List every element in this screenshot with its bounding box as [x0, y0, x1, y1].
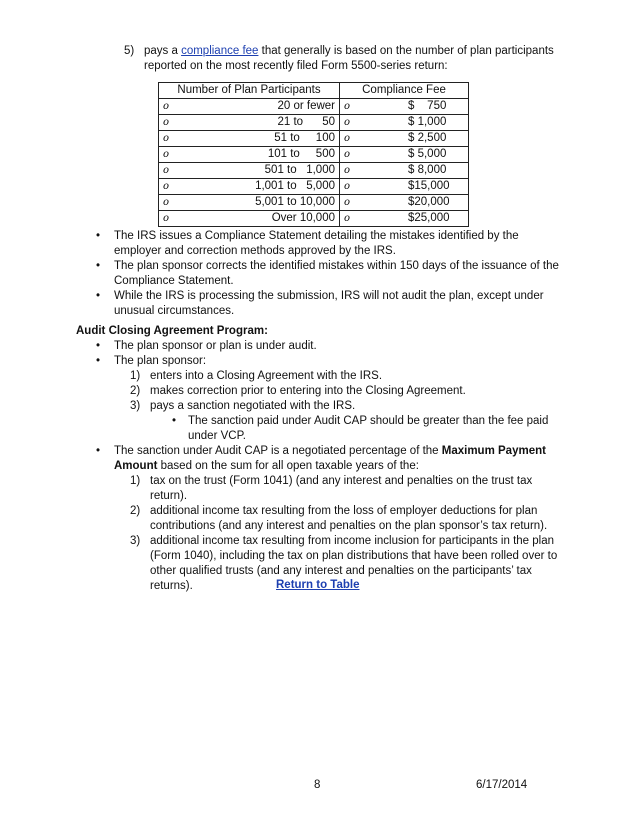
- compliance-fee-link[interactable]: compliance fee: [181, 45, 259, 57]
- circle-bullet-icon: o: [163, 197, 170, 208]
- participants-cell: [159, 211, 340, 227]
- tax-item-text: return).: [150, 490, 188, 502]
- return-to-table-link[interactable]: Return to Table: [276, 579, 360, 591]
- fee-table-row: [159, 147, 469, 163]
- fee-table-row: [159, 115, 469, 131]
- b3-suffix: based on the sum for all open taxable years of the:: [157, 460, 419, 472]
- top-bullet-line1: The IRS issues a Compliance Statement detailing the mistakes identified by the: [114, 230, 519, 242]
- circle-bullet-icon: o: [344, 181, 351, 192]
- sponsor-step-text: makes correction prior to entering into the Closing Agreement.: [150, 385, 466, 397]
- circle-bullet-icon: o: [163, 181, 170, 192]
- audit-bullet-1: The plan sponsor or plan is under audit.: [114, 340, 317, 352]
- participants-value: 501 to 1,000: [264, 164, 335, 176]
- fee-value: $ 1,000: [408, 116, 447, 128]
- participants-value: 21 to 50: [277, 116, 335, 128]
- item5-line2: reported on the most recently filed Form 5500-series return:: [144, 60, 448, 72]
- bullet-glyph: •: [96, 445, 101, 457]
- circle-bullet-icon: o: [163, 165, 170, 176]
- fee-value: $ 5,000: [408, 148, 447, 160]
- tax-item-number: 1): [130, 475, 141, 487]
- fee-value: $ 2,500: [408, 132, 447, 144]
- fee-table-row: [159, 163, 469, 179]
- fee-value: $ 750: [408, 100, 447, 112]
- sponsor-step-number: 3): [130, 400, 141, 412]
- circle-bullet-icon: o: [163, 101, 170, 112]
- fee-value: $15,000: [408, 180, 450, 192]
- circle-bullet-icon: o: [344, 117, 351, 128]
- fee-table-row: [159, 131, 469, 147]
- participants-value: 20 or fewer: [277, 100, 335, 112]
- fee-cell: [340, 147, 469, 163]
- bullet-glyph: •: [96, 290, 101, 302]
- fee-value: $25,000: [408, 212, 450, 224]
- header-participants: Number of Plan Participants: [159, 83, 340, 99]
- item5-prefix: pays a: [144, 45, 182, 57]
- top-bullet-line2: unusual circumstances.: [114, 305, 235, 317]
- participants-cell: [159, 179, 340, 195]
- circle-bullet-icon: o: [163, 117, 170, 128]
- tax-item-number: 3): [130, 535, 141, 547]
- circle-bullet-icon: o: [163, 133, 170, 144]
- bullet-glyph: •: [172, 415, 177, 427]
- b3-prefix: The sanction under Audit CAP is a negotiated percentage of the: [114, 445, 442, 457]
- sub-bullet-line2: under VCP.: [188, 430, 246, 442]
- circle-bullet-icon: o: [163, 149, 170, 160]
- participants-cell: [159, 147, 340, 163]
- sub-bullet-line1: The sanction paid under Audit CAP should be greater than the fee paid: [188, 415, 549, 427]
- fee-table-row: [159, 179, 469, 195]
- participants-cell: [159, 115, 340, 131]
- circle-bullet-icon: o: [344, 165, 351, 176]
- fee-table-header-row: [159, 83, 469, 99]
- fee-table-row: [159, 99, 469, 115]
- tax-item-text: tax on the trust (Form 1041) (and any interest and penalties on the trust tax: [150, 475, 533, 487]
- top-bullet-line2: Compliance Statement.: [114, 275, 234, 287]
- b3-bold2: Amount: [114, 460, 158, 472]
- participants-cell: [159, 131, 340, 147]
- header-fee: Compliance Fee: [340, 83, 469, 99]
- fee-table-row: [159, 211, 469, 227]
- participants-value: 5,001 to 10,000: [255, 196, 335, 208]
- fee-table-row: [159, 195, 469, 211]
- fee-cell: [340, 99, 469, 115]
- participants-cell: [159, 163, 340, 179]
- sponsor-step-text: enters into a Closing Agreement with the IRS.: [150, 370, 383, 382]
- participants-cell: [159, 99, 340, 115]
- b3-bold1: Maximum Payment: [441, 445, 546, 457]
- participants-value: 101 to 500: [267, 148, 335, 160]
- circle-bullet-icon: o: [344, 197, 351, 208]
- item5-number: 5): [124, 45, 135, 57]
- bullet-glyph: •: [96, 355, 101, 367]
- fee-value: $ 8,000: [408, 164, 447, 176]
- fee-value: $20,000: [408, 196, 450, 208]
- participants-value: Over 10,000: [271, 212, 335, 224]
- top-bullet-line2: employer and correction methods approved by the IRS.: [114, 245, 396, 257]
- fee-cell: [340, 211, 469, 227]
- tax-item-text: other qualified trusts (and any interest and penalties on the participants’ tax: [150, 565, 532, 577]
- participants-cell: [159, 195, 340, 211]
- participants-value: 1,001 to 5,000: [255, 180, 335, 192]
- audit-cap-heading: Audit Closing Agreement Program:: [76, 325, 268, 337]
- fee-cell: [340, 131, 469, 147]
- audit-bullet-3-line1: [114, 444, 546, 459]
- tax-item-text: (Form 1040), including the tax on plan distributions that have been rolled over to: [150, 550, 558, 562]
- item5-line1: [144, 44, 554, 59]
- page-number: 8: [314, 779, 321, 791]
- audit-bullet-3-line2: [114, 459, 419, 474]
- tax-item-number: 2): [130, 505, 141, 517]
- bullet-glyph: •: [96, 230, 101, 242]
- compliance-fee-table: [158, 82, 469, 227]
- bullet-glyph: •: [96, 260, 101, 272]
- circle-bullet-icon: o: [344, 149, 351, 160]
- sponsor-step-number: 1): [130, 370, 141, 382]
- bullet-glyph: •: [96, 340, 101, 352]
- footer-date: 6/17/2014: [476, 779, 528, 791]
- tax-item-text: returns).: [150, 580, 193, 592]
- fee-cell: [340, 115, 469, 131]
- circle-bullet-icon: o: [163, 213, 170, 224]
- fee-cell: [340, 179, 469, 195]
- tax-item-text: additional income tax resulting from income inclusion for participants in the plan: [150, 535, 554, 547]
- tax-item-text: additional income tax resulting from the loss of employer deductions for plan: [150, 505, 538, 517]
- fee-cell: [340, 195, 469, 211]
- circle-bullet-icon: o: [344, 101, 351, 112]
- top-bullet-line1: While the IRS is processing the submission, IRS will not audit the plan, except under: [114, 290, 544, 302]
- fee-cell: [340, 163, 469, 179]
- circle-bullet-icon: o: [344, 213, 351, 224]
- top-bullet-line1: The plan sponsor corrects the identified mistakes within 150 days of the issuance of the: [114, 260, 559, 272]
- sponsor-step-number: 2): [130, 385, 141, 397]
- participants-value: 51 to 100: [274, 132, 335, 144]
- tax-item-text: contributions (and any interest and penalties on the plan sponsor’s tax return).: [150, 520, 548, 532]
- circle-bullet-icon: o: [344, 133, 351, 144]
- audit-bullet-2: The plan sponsor:: [114, 355, 207, 367]
- sponsor-step-text: pays a sanction negotiated with the IRS.: [150, 400, 356, 412]
- item5-suffix: that generally is based on the number of plan participants: [258, 45, 554, 57]
